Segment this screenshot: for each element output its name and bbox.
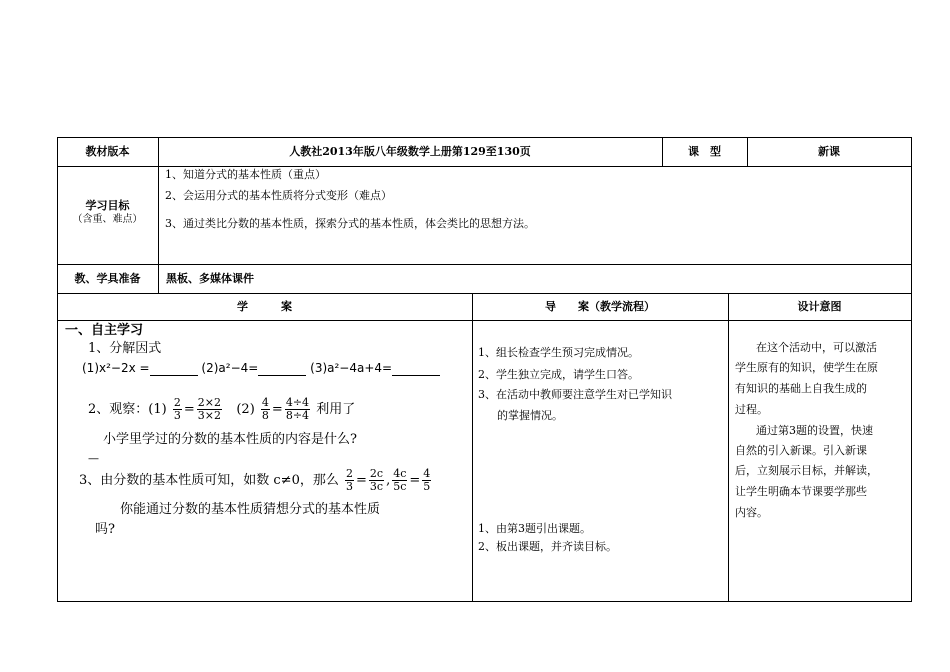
q1-b: (2)a²−4=: [201, 361, 259, 375]
answer-blank[interactable]: [150, 363, 198, 376]
fraction: $\frac{2c}{3c}$: [369, 467, 384, 493]
intent-line: 让学生明确本节课要学那些: [735, 485, 867, 498]
dash: —: [88, 452, 99, 465]
col-divider: [472, 293, 473, 601]
q2-prefix: 2、观察：(1): [88, 402, 167, 417]
guide-item: 1、由第3题引出课题。: [478, 522, 591, 535]
study-column-header: 学 案: [237, 300, 292, 313]
row-divider: [57, 166, 912, 167]
q1-c: (3)a²−4a+4=: [310, 361, 393, 375]
col-divider: [158, 137, 159, 293]
fraction: $\frac{4c}{5c}$: [393, 467, 407, 493]
section-title: 一、自主学习: [65, 323, 144, 338]
goals-label: 学习目标: [85, 199, 130, 212]
guide-item: 2、学生独立完成，请学生口答。: [478, 368, 639, 381]
q1-title: 1、分解因式: [88, 341, 162, 356]
guide-item: 3、在活动中教师要注意学生对已学知识: [478, 388, 672, 401]
q3-line2: 你能通过分数的基本性质猜想分式的基本性质: [120, 502, 381, 517]
goals-sublabel: （含重、难点）: [72, 214, 143, 225]
row-divider: [57, 320, 912, 321]
q2-line2: 小学里学过的分数的基本性质的内容是什么?: [103, 432, 357, 447]
guide-item: 的掌握情况。: [497, 409, 563, 422]
intent-line: 自然的引入新课。引入新课: [735, 444, 867, 457]
fraction: $\frac{2}{3}$: [173, 396, 181, 422]
table-border-right: [911, 137, 912, 602]
fraction: $\frac{4}{5}$: [423, 467, 431, 493]
fraction: $\frac{2\times 2}{3\times 2}$: [197, 396, 221, 422]
answer-blank[interactable]: [258, 363, 306, 376]
intent-line: 后，立刻展示目标，并解读，: [735, 464, 878, 477]
intent-line: 过程。: [735, 403, 768, 416]
intent-line: 在这个活动中，可以激活: [756, 341, 877, 354]
q1-a: (1)x²−2x =: [82, 361, 150, 375]
intent-line: 有知识的基础上自我生成的: [735, 382, 867, 395]
q2-mid: (2): [236, 402, 255, 417]
goal-item: 3、通过类比分数的基本性质，探索分式的基本性质，体会类比的思想方法。: [165, 217, 535, 230]
edition-label: 教材版本: [85, 145, 130, 158]
tools-value: 黑板、多媒体课件: [166, 272, 254, 285]
goal-item: 2、会运用分式的基本性质将分式变形（难点）: [165, 189, 392, 202]
q3-prefix: 3、由分数的基本性质可知，如数 c≠0，那么: [79, 473, 339, 488]
row-divider: [57, 293, 912, 294]
fraction: $\frac{4}{8}$: [261, 396, 269, 422]
type-label: 课 型: [688, 145, 721, 158]
table-border-bottom: [57, 601, 912, 602]
row-divider: [57, 264, 912, 265]
q3-line3: 吗?: [95, 522, 115, 537]
q1-exercises: [82, 360, 440, 376]
goal-item: 1、知道分式的基本性质（重点）: [165, 168, 326, 181]
guide-column-header: 导 案（教学流程）: [545, 300, 655, 313]
table-border-top: [57, 137, 912, 138]
intent-line: 内容。: [735, 506, 768, 519]
col-divider: [728, 293, 729, 601]
q2-line: 2、观察：(1) $\frac{2}{3}$ = $\frac{2\times 2}{3\times 2}$ (2) $\frac{4}{8}$ = $\frac{4\div 4}{8\div 4}$ 利用了: [88, 396, 356, 422]
intent-line: 通过第3题的设置，快速: [756, 424, 873, 437]
guide-item: 1、组长检查学生预习完成情况。: [478, 346, 639, 359]
fraction: $\frac{4\div 4}{8\div 4}$: [285, 396, 310, 422]
q3-line: 3、由分数的基本性质可知，如数 c≠0，那么 $\frac{2}{3}$ = $\frac{2c}{3c}$ , $\frac{4c}{5c}$ = $\frac{4}{5}$: [79, 467, 431, 493]
intent-line: 学生原有的知识，使学生在原: [735, 361, 878, 374]
intent-column-header: 设计意图: [797, 300, 842, 313]
fraction: $\frac{2}{3}$: [346, 467, 353, 493]
guide-item: 2、板出课题，并齐读目标。: [478, 540, 617, 553]
answer-blank[interactable]: [392, 363, 440, 376]
q2-suffix: 利用了: [316, 402, 356, 417]
edition-value: 人教社2013年版八年级数学上册第129至130页: [289, 145, 531, 158]
tools-label: 教、学具准备: [74, 272, 141, 285]
type-value: 新课: [818, 145, 840, 158]
